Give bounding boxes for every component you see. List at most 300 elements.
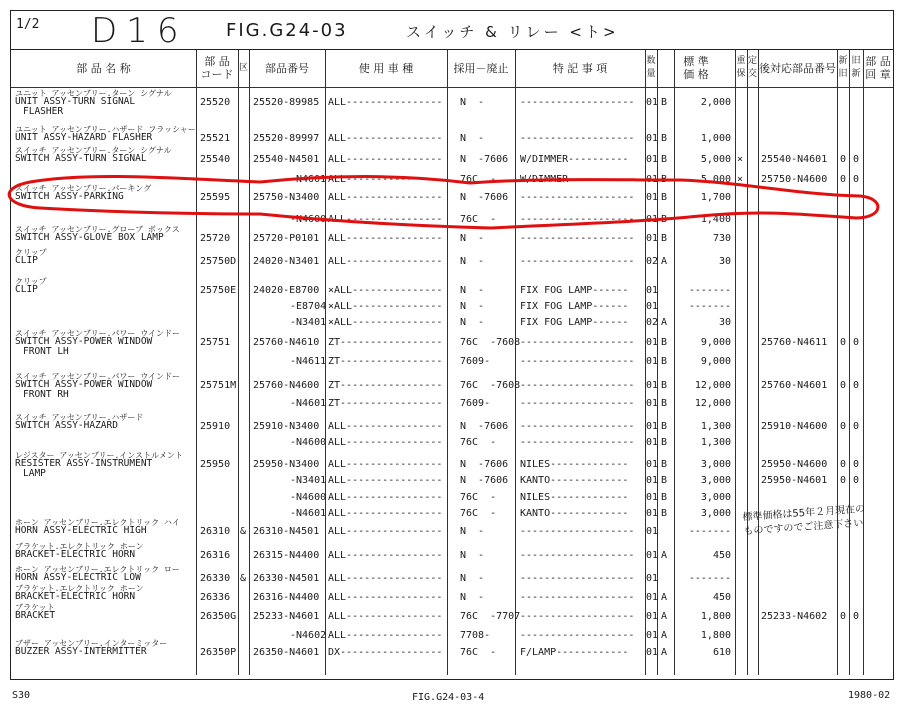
row-part-number: 24020-E8700 <box>253 285 320 296</box>
row-vehicle: ×ALL--------------- <box>328 317 443 328</box>
row-price: 2,000 <box>700 97 731 108</box>
footer-right: 1980-02 <box>848 690 891 701</box>
row-adoption: N - <box>460 526 485 537</box>
row-name-kana: ブラケット.エレクトリック ホーン <box>15 584 144 593</box>
column-header-round: 旧 新 <box>851 56 861 79</box>
row-price: 12,000 <box>694 380 731 391</box>
row-new-flag: 0 <box>840 154 847 165</box>
row-price-grade: B <box>661 475 668 486</box>
row-price-grade: B <box>661 459 668 470</box>
row-new-flag: 0 <box>840 475 847 486</box>
row-part-name: HORN ASSY-ELECTRIC LOW <box>15 572 141 583</box>
row-name-kana: スイッチ アッセンブリー.グローブ ボックス <box>15 225 180 234</box>
row-price: 1,800 <box>700 630 731 641</box>
row-part-code: 26350G <box>200 611 237 622</box>
row-price: 3,000 <box>700 459 731 470</box>
row-name-kana: ホーン アッセンブリー.エレクトリック ハイ <box>15 518 180 527</box>
row-qty: 01 <box>646 398 659 409</box>
row-part-name: CLIP <box>15 255 38 266</box>
row-adoption: 7609- <box>460 398 491 409</box>
row-adoption: 76C - <box>460 214 497 225</box>
row-old-flag: 0 <box>853 459 860 470</box>
row-vehicle: ZT----------------- <box>328 380 443 391</box>
row-part-name: SWITCH ASSY-POWER WINDOW <box>15 379 153 390</box>
row-price-grade: B <box>661 398 668 409</box>
row-notes: FIX FOG LAMP------ <box>520 317 629 328</box>
row-price-grade: B <box>661 133 668 144</box>
row-new-flag: 0 <box>840 174 847 185</box>
row-part-name: UNIT ASSY-TURN SIGNAL <box>15 96 136 107</box>
row-price: 9,000 <box>700 337 731 348</box>
column-divider <box>863 50 864 675</box>
row-notes: ------------------- <box>520 97 635 108</box>
row-part-code: 25950 <box>200 459 231 470</box>
row-adoption: N - <box>460 233 485 244</box>
footer-left: S30 <box>12 690 31 701</box>
row-part-number: -N4600 <box>290 437 327 448</box>
column-divider <box>249 50 250 675</box>
row-vehicle: ALL---------------- <box>328 256 443 267</box>
row-vehicle: ALL---------------- <box>328 459 443 470</box>
row-qty: 01 <box>646 380 659 391</box>
column-header-price: 標 準 価 格 <box>683 55 709 81</box>
row-alt-part-number: 25950-N4600 <box>761 459 828 470</box>
row-part-number: -N4601 <box>290 174 327 185</box>
row-part-code: 25751M <box>200 380 237 391</box>
page-indicator: 1/2 <box>16 17 40 32</box>
row-qty: 01 <box>646 421 659 432</box>
row-part-code: 25595 <box>200 192 231 203</box>
row-old-flag: 0 <box>853 154 860 165</box>
row-part-number: -N4601 <box>290 398 327 409</box>
row-name-kana: クリップ <box>15 248 47 257</box>
row-adoption: N - <box>460 285 485 296</box>
row-qty: 01 <box>646 592 659 603</box>
row-qty: 01 <box>646 630 659 641</box>
column-divider <box>196 50 197 675</box>
section-code: D16 <box>91 11 188 51</box>
row-part-number: 25910-N3400 <box>253 421 320 432</box>
row-price-grade: B <box>661 380 668 391</box>
row-adoption: N - <box>460 592 485 603</box>
row-part-number: 25720-P0101 <box>253 233 320 244</box>
row-div-mark: & <box>240 573 247 584</box>
row-qty: 01 <box>646 174 659 185</box>
row-name-kana: ユニット アッセンブリー.ターン シグナル <box>15 89 172 98</box>
row-new-flag: 0 <box>840 421 847 432</box>
row-part-name: RESISTER ASSY-INSTRUMENT <box>15 458 153 469</box>
row-price-grade: B <box>661 192 668 203</box>
row-price: 1,700 <box>700 192 731 203</box>
row-price: 12,000 <box>694 398 731 409</box>
row-vehicle: ×ALL--------------- <box>328 285 443 296</box>
row-price: 730 <box>712 233 731 244</box>
row-price: 3,000 <box>700 492 731 503</box>
row-adoption: N - <box>460 97 485 108</box>
row-qty: 01 <box>646 356 659 367</box>
row-qty: 02 <box>646 256 659 267</box>
row-qty: 01 <box>646 214 659 225</box>
row-part-number: 25520-89997 <box>253 133 320 144</box>
row-notes: ------------------- <box>520 550 635 561</box>
row-price-grade: A <box>661 647 668 658</box>
row-vehicle: ALL---------------- <box>328 611 443 622</box>
row-part-name-cont: FRONT LH <box>23 346 69 357</box>
row-vehicle: ALL---------------- <box>328 550 443 561</box>
row-part-name: UNIT ASSY-HAZARD FLASHER <box>15 132 153 143</box>
row-old-flag: 0 <box>853 475 860 486</box>
row-part-number: -N4601 <box>290 508 327 519</box>
row-price: 1,300 <box>700 437 731 448</box>
row-part-number: 26315-N4400 <box>253 550 320 561</box>
row-notes: ------------------- <box>520 421 635 432</box>
row-price-grade: B <box>661 492 668 503</box>
row-part-number: -N4611 <box>290 356 327 367</box>
column-divider <box>238 50 239 675</box>
row-part-code: 26336 <box>200 592 231 603</box>
row-alt-part-number: 25540-N4601 <box>761 154 828 165</box>
row-vehicle: ZT----------------- <box>328 337 443 348</box>
row-name-kana: クリップ <box>15 277 47 286</box>
row-part-name: BRACKET-ELECTRIC HORN <box>15 549 136 560</box>
row-price-grade: A <box>661 592 668 603</box>
row-part-code: 26350P <box>200 647 237 658</box>
row-notes: ------------------- <box>520 398 635 409</box>
row-part-code: 25720 <box>200 233 231 244</box>
figure-number: FIG.G24-03 <box>226 20 348 41</box>
row-old-flag: 0 <box>853 174 860 185</box>
row-qty: 01 <box>646 192 659 203</box>
column-divider <box>515 50 516 675</box>
column-divider <box>849 50 850 675</box>
row-part-code: 25910 <box>200 421 231 432</box>
row-vehicle: ALL---------------- <box>328 97 443 108</box>
row-notes: NILES------------- <box>520 492 629 503</box>
row-part-number: 25233-N4601 <box>253 611 320 622</box>
row-adoption: N - <box>460 573 485 584</box>
row-price: 5,000 <box>700 154 731 165</box>
row-price: 3,000 <box>700 475 731 486</box>
row-qty: 01 <box>646 459 659 470</box>
row-vehicle: ZT----------------- <box>328 356 443 367</box>
row-alt-part-number: 25950-N4601 <box>761 475 828 486</box>
row-notes: ------------------- <box>520 233 635 244</box>
row-adoption: N - <box>460 301 485 312</box>
row-price: ------- <box>688 285 731 296</box>
row-adoption: N - <box>460 256 485 267</box>
row-adoption: 7708- <box>460 630 491 641</box>
row-name-kana: スイッチ アッセンブリー.ターン シグナル <box>15 146 172 155</box>
row-price-grade: A <box>661 630 668 641</box>
row-part-number: 25760-N4610 <box>253 337 320 348</box>
column-header-qty: 数 量 <box>646 56 656 79</box>
row-adoption: 76C - <box>460 492 497 503</box>
row-vehicle: ALL---------------- <box>328 592 443 603</box>
parts-catalog-sheet <box>10 10 894 680</box>
row-price: ------- <box>688 301 731 312</box>
row-part-code: 26316 <box>200 550 231 561</box>
row-alt-part-number: 25910-N4600 <box>761 421 828 432</box>
column-header-notes: 特 記 事 項 <box>552 62 608 75</box>
row-name-kana: スイッチ アッセンブリー.パワー ウインドー <box>15 329 181 338</box>
row-adoption: N -7606 <box>460 154 509 165</box>
row-qty: 01 <box>646 492 659 503</box>
row-part-name: SWITCH ASSY-GLOVE BOX LAMP <box>15 232 164 243</box>
row-vehicle: ALL---------------- <box>328 437 443 448</box>
row-name-kana: ブザー アッセンブリー.インターミッター <box>15 639 168 648</box>
row-adoption: 76C - <box>460 508 497 519</box>
row-price: 1,800 <box>700 611 731 622</box>
row-vehicle: ALL---------------- <box>328 508 443 519</box>
row-vehicle: ALL---------------- <box>328 492 443 503</box>
row-adoption: N - <box>460 133 485 144</box>
row-part-code: 25750E <box>200 285 237 296</box>
row-price: 1,400 <box>700 214 731 225</box>
row-new-flag: 0 <box>840 459 847 470</box>
row-part-number: 26316-N4400 <box>253 592 320 603</box>
row-part-number: 25950-N3400 <box>253 459 320 470</box>
row-vehicle: ×ALL--------------- <box>328 301 443 312</box>
row-price: 450 <box>712 550 731 561</box>
row-alt-part-number: 25233-N4602 <box>761 611 828 622</box>
row-part-code: 26330 <box>200 573 231 584</box>
row-new-flag: 0 <box>840 380 847 391</box>
row-qty: 01 <box>646 301 659 312</box>
row-adoption: 76C -7608 <box>460 337 521 348</box>
row-price: 30 <box>718 317 731 328</box>
row-part-number: 26310-N4501 <box>253 526 320 537</box>
row-price: 9,000 <box>700 356 731 367</box>
row-part-name: SWITCH ASSY-HAZARD <box>15 420 118 431</box>
row-price-grade: A <box>661 611 668 622</box>
row-qty: 01 <box>646 154 659 165</box>
row-notes: F/LAMP------------ <box>520 647 629 658</box>
row-vehicle: ALL---------------- <box>328 526 443 537</box>
row-adoption: N - <box>460 550 485 561</box>
row-old-flag: 0 <box>853 421 860 432</box>
row-price-grade: B <box>661 174 668 185</box>
column-header-code: 部 品 コード <box>200 55 234 81</box>
column-divider <box>447 50 448 675</box>
row-qty: 01 <box>646 550 659 561</box>
row-qty: 01 <box>646 475 659 486</box>
column-divider <box>837 50 838 675</box>
sheet-header <box>11 11 893 50</box>
row-part-name: SWITCH ASSY-TURN SIGNAL <box>15 153 147 164</box>
row-part-code: 25540 <box>200 154 231 165</box>
row-notes: ------------------- <box>520 256 635 267</box>
row-part-name: BRACKET-ELECTRIC HORN <box>15 591 136 602</box>
row-div-mark: & <box>240 526 247 537</box>
row-qty: 01 <box>646 647 659 658</box>
column-header-name: 部 品 名 称 <box>76 62 131 75</box>
row-part-code: 25750D <box>200 256 237 267</box>
row-notes: ------------------- <box>520 573 635 584</box>
row-price: 3,000 <box>700 508 731 519</box>
row-name-kana: ブラケット <box>15 603 55 612</box>
column-divider <box>735 50 736 675</box>
row-old-flag: 0 <box>853 611 860 622</box>
row-name-kana: スイッチ アッセンブリー.パーキング <box>15 184 152 193</box>
row-price: 30 <box>718 256 731 267</box>
row-vehicle: DX----------------- <box>328 647 443 658</box>
row-notes: FIX FOG LAMP------ <box>520 285 629 296</box>
row-qty: 01 <box>646 508 659 519</box>
row-price-grade: B <box>661 154 668 165</box>
row-adoption: N -7606 <box>460 192 509 203</box>
row-part-number: -N4600 <box>290 492 327 503</box>
row-price-grade: B <box>661 437 668 448</box>
row-notes: KANTO------------- <box>520 475 629 486</box>
row-part-code: 25521 <box>200 133 231 144</box>
page-title: スイッチ & リレー <ト> <box>406 23 619 41</box>
row-part-name-cont: FRONT RH <box>23 389 69 400</box>
row-notes: W/DIMMER---------- <box>520 154 629 165</box>
column-header-alt: 後対応部品番号 <box>759 62 836 75</box>
row-old-flag: 0 <box>853 337 860 348</box>
row-adoption: 76C - <box>460 647 497 658</box>
row-vehicle: ALL---------------- <box>328 133 443 144</box>
row-qty: 01 <box>646 611 659 622</box>
row-price-grade: A <box>661 317 668 328</box>
row-part-number: 25540-N4501 <box>253 154 320 165</box>
row-alt-part-number: 25750-N4600 <box>761 174 828 185</box>
row-adoption: 7609- <box>460 356 491 367</box>
column-header-flag2: 定 交 <box>747 56 757 79</box>
row-part-name-cont: FLASHER <box>23 106 64 117</box>
row-adoption: 76C - <box>460 437 497 448</box>
row-price: ------- <box>688 573 731 584</box>
row-notes: ------------------- <box>520 611 635 622</box>
row-adoption: N -7606 <box>460 459 509 470</box>
row-notes: ------------------- <box>520 214 635 225</box>
row-qty: 01 <box>646 573 659 584</box>
row-alt-part-number: 25760-N4611 <box>761 337 828 348</box>
row-price-grade: B <box>661 97 668 108</box>
row-vehicle: ALL---------------- <box>328 154 443 165</box>
row-qty: 01 <box>646 285 659 296</box>
row-part-number: 26350-N4601 <box>253 647 320 658</box>
row-vehicle: ALL---------------- <box>328 174 443 185</box>
row-qty: 01 <box>646 337 659 348</box>
row-part-name: CLIP <box>15 284 38 295</box>
row-notes: ------------------- <box>520 380 635 391</box>
column-header-chapter: 部 品 回 章 <box>865 55 891 81</box>
row-part-code: 25520 <box>200 97 231 108</box>
row-price: 450 <box>712 592 731 603</box>
column-header-div: 区 <box>238 63 248 73</box>
column-divider <box>747 50 748 675</box>
row-notes: KANTO------------- <box>520 508 629 519</box>
row-notes: W/DIMMER---------- <box>520 174 629 185</box>
column-divider <box>758 50 759 675</box>
row-new-flag: 0 <box>840 611 847 622</box>
row-adoption: N -7606 <box>460 475 509 486</box>
column-header-new: 新 旧 <box>838 56 848 79</box>
row-qty: 01 <box>646 437 659 448</box>
row-notes: FIX FOG LAMP------ <box>520 301 629 312</box>
row-price-grade: B <box>661 233 668 244</box>
row-notes: NILES------------- <box>520 459 629 470</box>
column-header-vehicle: 使 用 車 種 <box>358 62 414 75</box>
row-part-number: -N3401 <box>290 317 327 328</box>
row-name-kana: ユニット アッセンブリー.ハザード フラッシャー <box>15 125 196 134</box>
row-part-name-cont: LAMP <box>23 468 46 479</box>
row-new-flag: 0 <box>840 337 847 348</box>
row-price: 1,300 <box>700 421 731 432</box>
row-price: 610 <box>712 647 731 658</box>
column-header-flag1: 重 保 <box>736 56 746 79</box>
row-part-code: 26310 <box>200 526 231 537</box>
price-note: 標準価格は55年２月現在の ものですのでご注意下さい <box>742 503 866 538</box>
row-part-number: -N3401 <box>290 475 327 486</box>
row-qty: 01 <box>646 97 659 108</box>
row-vehicle: ZT----------------- <box>328 398 443 409</box>
row-notes: ------------------- <box>520 356 635 367</box>
row-price-grade: B <box>661 337 668 348</box>
row-vehicle: ALL---------------- <box>328 573 443 584</box>
row-notes: ------------------- <box>520 592 635 603</box>
row-price-grade: A <box>661 256 668 267</box>
row-price: 5,000 <box>700 174 731 185</box>
row-adoption: 76C - <box>460 174 497 185</box>
footer-center: FIG.G24-03-4 <box>412 692 485 703</box>
row-part-name: BUZZER ASSY-INTERMITTER <box>15 646 147 657</box>
row-price: ------- <box>688 526 731 537</box>
row-vehicle: ALL---------------- <box>328 630 443 641</box>
row-name-kana: ホーン アッセンブリー.エレクトリック ロー <box>15 565 180 574</box>
row-qty: 01 <box>646 526 659 537</box>
row-part-name: SWITCH ASSY-POWER WINDOW <box>15 336 153 347</box>
row-notes: ------------------- <box>520 192 635 203</box>
row-price-grade: B <box>661 356 668 367</box>
row-notes: ------------------- <box>520 133 635 144</box>
row-part-name: HORN ASSY-ELECTRIC HIGH <box>15 525 147 536</box>
row-price-grade: B <box>661 421 668 432</box>
row-qty: 01 <box>646 133 659 144</box>
row-part-name: SWITCH ASSY-PARKING <box>15 191 124 202</box>
row-qty: 01 <box>646 233 659 244</box>
row-alt-part-number: 25760-N4601 <box>761 380 828 391</box>
row-part-number: 25760-N4600 <box>253 380 320 391</box>
row-part-number: 24020-N3401 <box>253 256 320 267</box>
row-vehicle: ALL---------------- <box>328 214 443 225</box>
row-adoption: N - <box>460 317 485 328</box>
column-header-adopt: 採用－廃止 <box>453 62 509 75</box>
row-vehicle: ALL---------------- <box>328 192 443 203</box>
row-qty: 02 <box>646 317 659 328</box>
row-price-grade: B <box>661 214 668 225</box>
row-notes: ------------------- <box>520 337 635 348</box>
row-vehicle: ALL---------------- <box>328 421 443 432</box>
row-price: 1,000 <box>700 133 731 144</box>
column-header-partno: 部品番号 <box>265 62 309 75</box>
row-part-number: 25520-89985 <box>253 97 320 108</box>
row-flag-mark: × <box>737 174 744 185</box>
row-part-number: 26330-N4501 <box>253 573 320 584</box>
row-part-code: 25751 <box>200 337 231 348</box>
row-price-grade: A <box>661 550 668 561</box>
row-flag-mark: × <box>737 154 744 165</box>
row-vehicle: ALL---------------- <box>328 233 443 244</box>
row-part-number: -E8704 <box>290 301 327 312</box>
row-adoption: 76C -7608 <box>460 380 521 391</box>
row-notes: ------------------- <box>520 526 635 537</box>
row-name-kana: スイッチ アッセンブリー.パワー ウインドー <box>15 372 181 381</box>
row-name-kana: レジスター アッセンブリー.インストルメント <box>15 451 183 460</box>
row-name-kana: ブラケット.エレクトリック ホーン <box>15 542 144 551</box>
row-part-number: 25750-N3400 <box>253 192 320 203</box>
